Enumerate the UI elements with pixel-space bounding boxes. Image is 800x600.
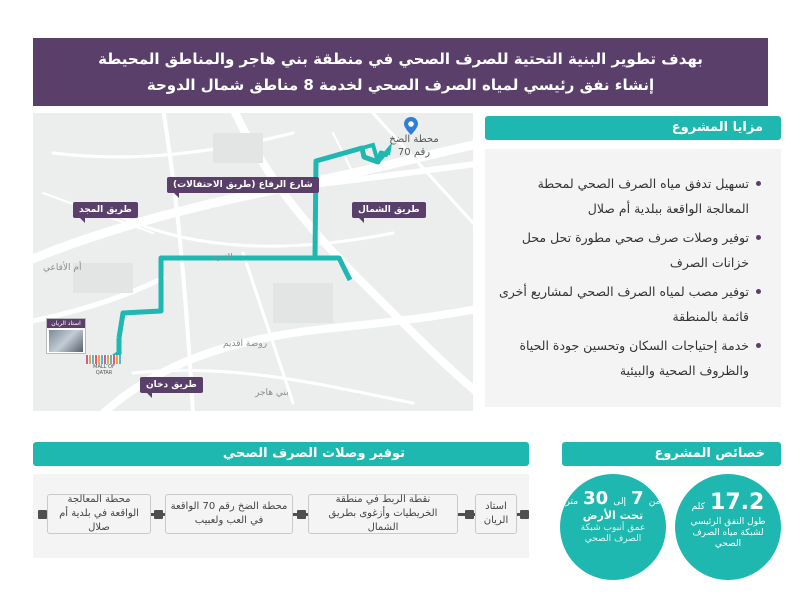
depth-sub: تحت الأرض — [582, 509, 644, 522]
connection-stop-pumping-70: محطة الضخ رقم 70 الواقعة في العب ولعبيب — [165, 494, 293, 534]
connection-node — [520, 510, 529, 519]
connection-node — [38, 510, 47, 519]
feature-item: تسهيل تدفق مياه الصرف الصحي لمحطة المعالجة الواقعة ببلدية أم صلال — [495, 171, 759, 221]
map-label-thumaid: الثميد — [212, 253, 233, 263]
stadium-logo — [46, 318, 86, 354]
road-tag-majd: طريق المجد — [73, 202, 138, 218]
stadium-label: استاد الريان — [47, 319, 85, 328]
depth-from-label: من — [648, 497, 661, 507]
tunnel-length-circle — [675, 474, 781, 580]
feature-item: خدمة إحتياجات السكان وتحسين جودة الحياة والظروف الصحية والبيئية — [495, 333, 759, 383]
feature-item: توفير وصلات صرف صحي مطورة تحل محل خزانات الصرف — [495, 225, 759, 275]
map-label-rawdat: روضة اقديم — [223, 339, 268, 349]
tunnel-length-caption: طول النفق الرئيسي لشبكة مياه الصرف الصحي — [690, 517, 766, 549]
connection-node — [154, 510, 163, 519]
mall-label: MALL OF QATAR — [93, 364, 115, 376]
tunnel-length-value: 17.2 — [710, 490, 765, 515]
connection-node — [465, 510, 474, 519]
connection-node — [297, 510, 306, 519]
feature-item: توفير مصب لمياه الصرف الصحي لمشاريع أخرى قائمة بالمنطقة — [495, 279, 759, 329]
depth-unit: متر — [565, 497, 579, 507]
depth-to-label: إلى — [613, 497, 627, 507]
mall-logo-bars — [86, 355, 122, 364]
connection-stop-stadium: استاد الريان — [475, 494, 517, 534]
connection-stop-kharaitiyat: نقطة الربط في منطقة الخريطيات وأزغوى بطريق الشمال — [308, 494, 458, 534]
features-title: مزايا المشروع — [485, 116, 781, 140]
tunnel-length-unit: كلم — [691, 502, 705, 512]
header-line-1: بهدف تطوير البنية التحتية للصرف الصحي في منطقة بني هاجر والمناطق المحيطة — [98, 50, 703, 68]
road-tag-dukhan: طريق دخان — [140, 377, 203, 393]
depth-caption: عمق أنبوب شبكة الصرف الصحي — [580, 523, 646, 544]
stadium-image — [49, 330, 83, 352]
features-list — [485, 149, 781, 407]
depth-from-value: 7 — [631, 488, 644, 509]
mall-logo — [86, 355, 122, 377]
pumping-station-label: محطة الضخ رقم 70 — [389, 134, 439, 158]
header-banner — [33, 38, 768, 106]
map-label-bani-hajer: بني هاجر — [255, 388, 289, 398]
depth-to-value: 30 — [583, 488, 609, 509]
map-label-afaa: أم الأفاعي — [43, 263, 82, 273]
header-line-2: إنشاء نفق رئيسي لمياه الصرف الصحي لخدمة 8 مناطق شمال الدوحة — [146, 76, 655, 94]
tunnel-depth-circle — [560, 474, 666, 580]
connections-title: توفير وصلات الصرف الصحي — [33, 442, 529, 466]
connection-stop-treatment: محطة المعالجة الواقعة في بلدية أم صلال — [47, 494, 151, 534]
road-tag-rufaa: شارع الرفاع (طريق الاحتفالات) — [167, 177, 319, 193]
characteristics-title: خصائص المشروع — [562, 442, 781, 466]
road-tag-shamal: طريق الشمال — [352, 202, 426, 218]
